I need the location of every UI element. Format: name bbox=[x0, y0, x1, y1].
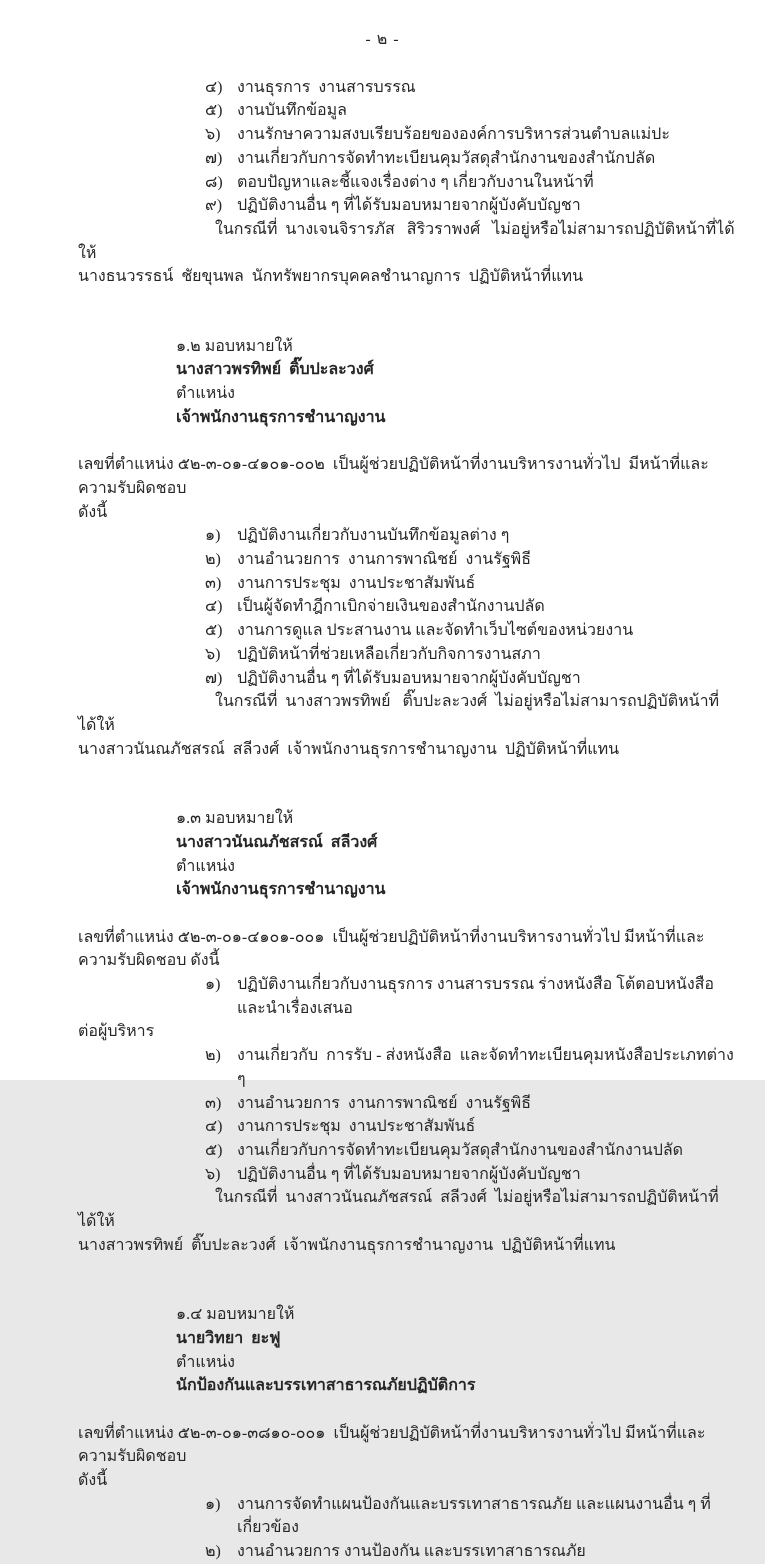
duty-item-number: ๓) bbox=[205, 574, 222, 592]
position-title: เจ้าพนักงานธุรการชำนาญงาน bbox=[176, 881, 386, 899]
duty-item-text: งานรักษาความสงบเรียบร้อยขององค์การบริหารส่วนตำบลแม่ปะ bbox=[237, 126, 670, 144]
duty-item bbox=[205, 973, 737, 1020]
section-1-3-heading bbox=[78, 783, 737, 925]
duty-item bbox=[205, 194, 737, 218]
duty-item-text: งานเกี่ยวกับ การรับ - ส่งหนังสือ และจัดทำทะเบียนคุมหนังสือประเภทต่าง ๆ bbox=[237, 1047, 738, 1088]
duty-item-number: ๑) bbox=[205, 976, 221, 994]
duty-item-number: ๕) bbox=[205, 102, 223, 120]
duty-item bbox=[205, 1540, 737, 1564]
duty-item-number: ๑) bbox=[205, 527, 221, 545]
position-number-line-cont: ดังนี้ bbox=[78, 1472, 108, 1490]
duty-item bbox=[205, 1092, 737, 1116]
duty-item-text: งานเกี่ยวกับการจัดทำทะเบียนคุมวัสดุสำนักงานของสำนักปลัด bbox=[237, 149, 656, 167]
duty-item bbox=[205, 548, 737, 572]
duty-item bbox=[205, 1115, 737, 1139]
duty-item-continuation: ต่อผู้บริหาร bbox=[78, 1023, 155, 1041]
duty-item bbox=[205, 667, 737, 691]
duty-item-number: ๗) bbox=[205, 669, 223, 687]
duty-item bbox=[205, 171, 737, 195]
position-label: ตำแหน่ง bbox=[176, 1353, 235, 1371]
position-number-line: เลขที่ตำแหน่ง ๕๒-๓-๐๑-๔๑๐๑-๐๐๒ เป็นผู้ช่วยปฏิบัติหน้าที่งานบริหารงานทั่วไป มีหน้าที่และความรับผิดชอบ bbox=[78, 456, 709, 497]
duty-item bbox=[205, 147, 737, 171]
duty-item bbox=[205, 524, 737, 548]
duty-item-number: ๔) bbox=[205, 598, 223, 616]
section-1-1-duty-list bbox=[78, 76, 737, 218]
duty-item bbox=[205, 76, 737, 100]
duty-item bbox=[205, 643, 737, 667]
absence-note-line: ในกรณีที่ นางสาวพรทิพย์ ติ๊บปะละวงศ์ ไม่อยู่หรือไม่สามารถปฏิบัติหน้าที่ได้ให้ bbox=[78, 693, 720, 734]
duty-item bbox=[205, 619, 737, 643]
duty-item-number: ๒) bbox=[205, 1047, 221, 1065]
section-1-4-heading bbox=[78, 1279, 737, 1421]
duty-item-text: งานอำนวยการ งานการพาณิชย์ งานรัฐพิธี bbox=[237, 1094, 531, 1112]
assignee-name: นางสาวนันณภัชสรณ์ สลีวงศ์ bbox=[176, 833, 378, 851]
duty-item-number: ๓) bbox=[205, 1094, 222, 1112]
section-1-2-duty-list bbox=[78, 524, 737, 690]
absence-note-line: ในกรณีที่ นางสาวนันณภัชสรณ์ สลีวงศ์ ไม่อยู่หรือไม่สามารถปฏิบัติหน้าที่ได้ให้ bbox=[78, 1189, 719, 1231]
duty-item-text: ปฏิบัติงานอื่น ๆ ที่ได้รับมอบหมายจากผู้บังคับบัญชา bbox=[237, 197, 581, 215]
position-number-line: เลขที่ตำแหน่ง ๕๒-๓-๐๑-๔๑๐๑-๐๐๑ เป็นผู้ช่วยปฏิบัติหน้าที่งานบริหารงานทั่วไป มีหน้าที่และความรับผิดชอบ ดังนี้ bbox=[78, 928, 705, 970]
duty-item bbox=[205, 595, 737, 619]
duty-item-text: ตอบปัญหาและชี้แจงเรื่องต่าง ๆ เกี่ยวกับงานในหน้าที่ bbox=[237, 173, 594, 191]
duty-item-text: งานอำนวยการ งานการพาณิชย์ งานรัฐพิธี bbox=[237, 551, 531, 569]
position-number-line-cont: ดังนี้ bbox=[78, 503, 108, 521]
duty-item-number: ๖) bbox=[205, 1165, 221, 1183]
duty-item-text: งานบันทึกข้อมูล bbox=[237, 102, 347, 120]
duty-item-text: ปฏิบัติหน้าที่ช่วยเหลือเกี่ยวกับกิจการงานสภา bbox=[237, 645, 541, 663]
duty-item-number: ๘) bbox=[205, 173, 223, 191]
absence-note-line: นางสาวนันณภัชสรณ์ สลีวงศ์ เจ้าพนักงานธุรการชำนาญงาน ปฏิบัติหน้าที่แทน bbox=[78, 740, 620, 758]
duty-item-number: ๖) bbox=[205, 126, 221, 144]
duty-item-number: ๔) bbox=[205, 78, 223, 96]
position-label: ตำแหน่ง bbox=[176, 385, 235, 403]
duty-item-number: ๖) bbox=[205, 645, 221, 663]
section-number-and-verb: ๑.๔ มอบหมายให้ bbox=[176, 1306, 295, 1324]
section-1-3-duty-list bbox=[78, 973, 737, 1186]
duty-item bbox=[205, 1493, 737, 1540]
duty-item bbox=[205, 1044, 737, 1091]
duty-item bbox=[205, 572, 737, 596]
duty-item-text: งานการประชุม งานประชาสัมพันธ์ bbox=[237, 574, 476, 592]
duty-item-text: งานการดูแล ประสานงาน และจัดทำเว็บไซต์ของหน่วยงาน bbox=[237, 622, 634, 640]
duty-item-number: ๙) bbox=[205, 197, 223, 215]
duty-item-number: ๑) bbox=[205, 1495, 221, 1513]
duty-item bbox=[205, 99, 737, 123]
duty-item-text: งานอำนวยการ งานป้องกัน และบรรเทาสาธารณภัย bbox=[237, 1543, 586, 1561]
section-number-and-verb: ๑.๓ มอบหมายให้ bbox=[176, 810, 294, 828]
position-number-line: เลขที่ตำแหน่ง ๕๒-๓-๐๑-๓๘๑๐-๐๐๑ เป็นผู้ช่วยปฏิบัติหน้าที่งานบริหารงานทั่วไป มีหน้าที่และความรับผิดชอบ bbox=[78, 1424, 706, 1466]
duty-item-number: ๗) bbox=[205, 149, 223, 167]
section-1-4-duty-list bbox=[78, 1493, 737, 1564]
position-title: เจ้าพนักงานธุรการชำนาญงาน bbox=[176, 408, 386, 426]
position-title: นักป้องกันและบรรเทาสาธารณภัยปฏิบัติการ bbox=[176, 1377, 476, 1395]
duty-item-text: งานเกี่ยวกับการจัดทำทะเบียนคุมวัสดุสำนักงานของสำนักงานปลัด bbox=[237, 1141, 684, 1159]
duty-item bbox=[205, 123, 737, 147]
duty-item-text: งานธุรการ งานสารบรรณ bbox=[237, 78, 416, 96]
duty-item-number: ๒) bbox=[205, 551, 221, 569]
duty-item-number: ๔) bbox=[205, 1118, 223, 1136]
duty-item-text: ปฏิบัติงานเกี่ยวกับงานธุรการ งานสารบรรณ ร่างหนังสือ โต้ตอบหนังสือและนำเรื่องเสนอ bbox=[237, 976, 715, 1017]
duty-item bbox=[205, 1163, 737, 1187]
duty-item-text: ปฏิบัติงานอื่น ๆ ที่ได้รับมอบหมายจากผู้บังคับบัญชา bbox=[237, 1165, 581, 1183]
section-1-2-heading bbox=[78, 311, 737, 453]
page-number: - ๒ - bbox=[365, 31, 400, 48]
absence-note-line: ในกรณีที่ นางเจนจิรารภัส สิริวราพงศ์ ไม่อยู่หรือไม่สามารถปฏิบัติหน้าที่ได้ให้ bbox=[78, 220, 735, 262]
absence-note-line: นางธนวรรธน์ ชัยขุนพล นักทรัพยากรบุคคลชำนาญการ ปฏิบัติหน้าที่แทน bbox=[78, 268, 584, 286]
duty-item-text: ปฏิบัติงานอื่น ๆ ที่ได้รับมอบหมายจากผู้บังคับบัญชา bbox=[237, 669, 581, 687]
duty-item-text: ปฏิบัติงานเกี่ยวกับงานบันทึกข้อมูลต่าง ๆ bbox=[237, 527, 510, 545]
duty-item-number: ๒) bbox=[205, 1543, 221, 1561]
assignee-name: นายวิทยา ยะฟู bbox=[176, 1329, 281, 1347]
assignee-name: นางสาวพรทิพย์ ติ๊บปะละวงศ์ bbox=[176, 361, 374, 379]
duty-item-text: งานการประชุม งานประชาสัมพันธ์ bbox=[237, 1118, 476, 1136]
duty-item-number: ๕) bbox=[205, 622, 223, 640]
position-label: ตำแหน่ง bbox=[176, 857, 235, 875]
duty-item-text: เป็นผู้จัดทำฎีกาเบิกจ่ายเงินของสำนักงานปลัด bbox=[237, 598, 545, 616]
duty-item-number: ๕) bbox=[205, 1141, 223, 1159]
duty-item-text: งานการจัดทำแผนป้องกันและบรรเทาสาธารณภัย และแผนงานอื่น ๆ ที่เกี่ยวข้อง bbox=[237, 1495, 711, 1537]
duty-item bbox=[205, 1139, 737, 1163]
absence-note-line: นางสาวพรทิพย์ ติ๊บปะละวงศ์ เจ้าพนักงานธุรการชำนาญงาน ปฏิบัติหน้าที่แทน bbox=[78, 1236, 616, 1254]
section-number-and-verb: ๑.๒ มอบหมายให้ bbox=[176, 337, 293, 355]
